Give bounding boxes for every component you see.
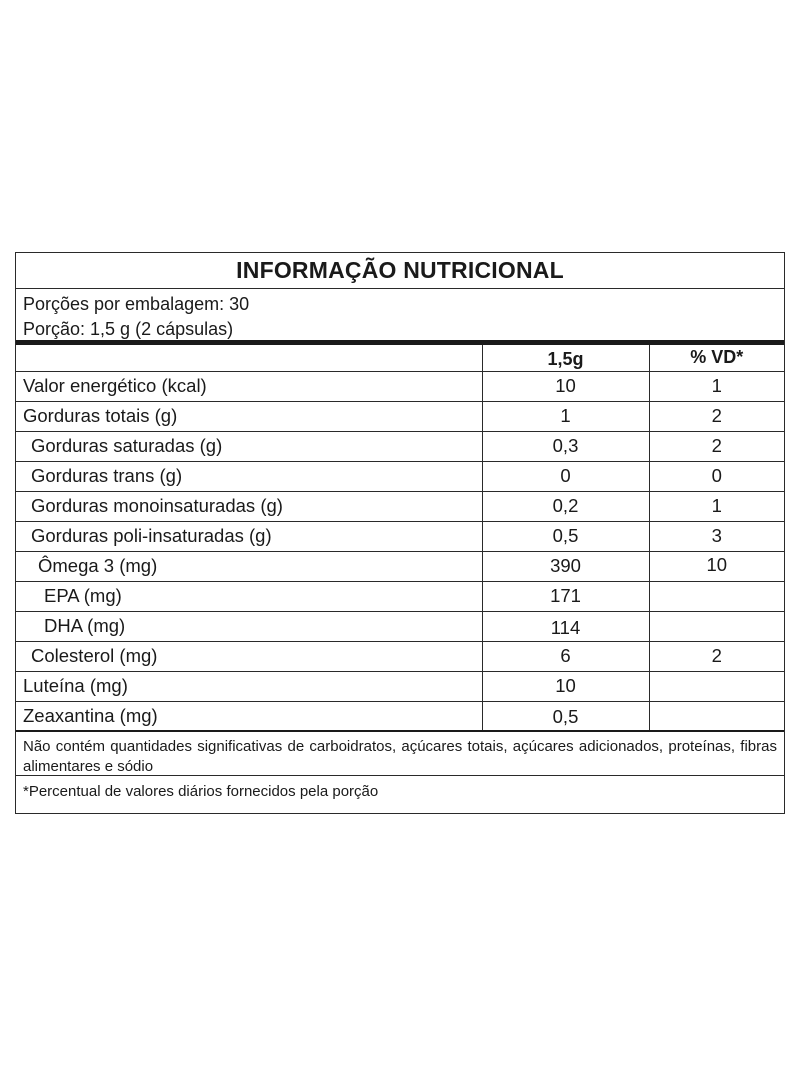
row-value: 171	[482, 581, 649, 611]
serving-info	[16, 289, 784, 345]
row-dv: 10	[649, 551, 784, 581]
row-label: Ômega 3 (mg)	[16, 551, 482, 581]
row-value: 10	[482, 671, 649, 701]
row-label: Valor energético (kcal)	[16, 371, 482, 401]
table-row	[16, 701, 784, 731]
row-label: Zeaxantina (mg)	[16, 701, 482, 731]
table-row	[16, 401, 784, 431]
row-value: 0,2	[482, 491, 649, 521]
table-row	[16, 371, 784, 401]
row-dv: 2	[649, 641, 784, 671]
row-dv: 1	[649, 371, 784, 401]
not-significant-note: Não contém quantidades significativas de carboidratos, açúcares totais, açúcares adicionados, proteínas, fibras alimentares e sódio	[16, 732, 784, 776]
header-portion: 1,5g	[482, 345, 649, 371]
row-label: Gorduras poli-insaturadas (g)	[16, 521, 482, 551]
row-value: 6	[482, 641, 649, 671]
row-value: 0,3	[482, 431, 649, 461]
row-label: Gorduras saturadas (g)	[16, 431, 482, 461]
row-label: Luteína (mg)	[16, 671, 482, 701]
table-row	[16, 521, 784, 551]
table-row	[16, 671, 784, 701]
table-row	[16, 491, 784, 521]
percent-daily-value-note: *Percentual de valores diários fornecidos pela porção	[23, 783, 379, 800]
row-label: Colesterol (mg)	[16, 641, 482, 671]
row-value: 0	[482, 461, 649, 491]
row-label: DHA (mg)	[16, 611, 482, 641]
header-dv: % VD*	[649, 345, 784, 371]
row-dv: 2	[649, 401, 784, 431]
table-row	[16, 461, 784, 491]
row-dv	[649, 671, 784, 701]
table-row	[16, 551, 784, 581]
row-label: Gorduras totais (g)	[16, 401, 482, 431]
row-value: 114	[482, 611, 649, 641]
row-dv	[649, 581, 784, 611]
row-value: 10	[482, 371, 649, 401]
portion-size: Porção: 1,5 g (2 cápsulas)	[23, 319, 234, 339]
nutrition-title: INFORMAÇÃO NUTRICIONAL	[16, 253, 784, 289]
row-value: 390	[482, 551, 649, 581]
row-value: 0,5	[482, 701, 649, 731]
nutrition-table	[16, 345, 784, 732]
nutrition-facts-panel	[15, 252, 785, 814]
row-label: EPA (mg)	[16, 581, 482, 611]
row-dv: 1	[649, 491, 784, 521]
row-label: Gorduras trans (g)	[16, 461, 482, 491]
table-row	[16, 611, 784, 641]
row-dv: 3	[649, 521, 784, 551]
row-value: 1	[482, 401, 649, 431]
table-row	[16, 581, 784, 611]
row-dv	[649, 611, 784, 641]
table-row	[16, 641, 784, 671]
servings-per-package: Porções por embalagem: 30	[23, 294, 250, 314]
row-dv	[649, 701, 784, 731]
row-value: 0,5	[482, 521, 649, 551]
row-dv: 2	[649, 431, 784, 461]
row-label: Gorduras monoinsaturadas (g)	[16, 491, 482, 521]
header-blank-cell	[16, 345, 482, 371]
row-dv: 0	[649, 461, 784, 491]
table-header-row	[16, 345, 784, 371]
table-row	[16, 431, 784, 461]
